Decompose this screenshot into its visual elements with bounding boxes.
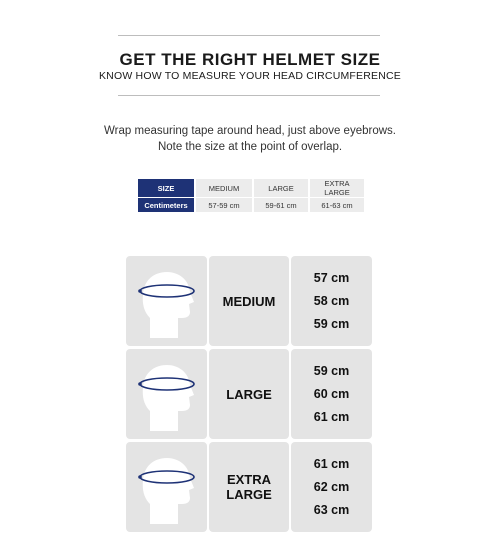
- top-divider: [118, 35, 380, 36]
- size-value: 62 cm: [313, 479, 350, 494]
- table-row: [138, 198, 364, 212]
- table-header-centimeters: Centimeters: [138, 198, 194, 212]
- size-value: 57 cm: [313, 270, 350, 285]
- size-label-line-2: LARGE: [226, 487, 272, 502]
- page-subtitle: KNOW HOW TO MEASURE YOUR HEAD CIRCUMFERENCE: [98, 70, 402, 82]
- page-title: GET THE RIGHT HELMET SIZE: [119, 50, 381, 69]
- table-cell: 59-61 cm: [254, 198, 308, 212]
- table-row: [138, 179, 364, 197]
- size-label: [209, 349, 289, 439]
- head-image-cell: [126, 349, 207, 439]
- table-cell: LARGE: [254, 179, 308, 197]
- size-value: 59 cm: [313, 363, 350, 378]
- size-value: 60 cm: [313, 386, 350, 401]
- table-cell: MEDIUM: [196, 179, 252, 197]
- table-cell: EXTRA LARGE: [310, 179, 364, 197]
- size-value: 58 cm: [313, 293, 350, 308]
- size-values: [291, 256, 372, 346]
- size-value: 59 cm: [313, 316, 350, 331]
- size-value: 61 cm: [313, 456, 350, 471]
- size-value: 61 cm: [313, 409, 350, 424]
- head-image-cell: [126, 442, 207, 532]
- head-profile-icon: [134, 450, 200, 526]
- head-profile-icon: [134, 264, 200, 340]
- table-cell: 57-59 cm: [196, 198, 252, 212]
- size-values: [291, 349, 372, 439]
- size-card-medium: [126, 256, 372, 346]
- size-label-line-1: MEDIUM: [222, 293, 276, 309]
- size-label: [209, 442, 289, 532]
- instruction-line-2: Note the size at the point of overlap.: [157, 141, 343, 153]
- measure-instructions: [0, 123, 500, 155]
- size-values: [291, 442, 372, 532]
- instruction-line-1: Wrap measuring tape around head, just above eyebrows.: [104, 125, 396, 137]
- size-label-line-1: LARGE: [226, 386, 272, 402]
- size-chart-table: [136, 178, 366, 213]
- size-card-large: [126, 349, 372, 439]
- size-card-extra-large: [126, 442, 372, 532]
- size-label-line-1: EXTRA: [226, 472, 272, 487]
- table-header-size: SIZE: [138, 179, 194, 197]
- head-profile-icon: [134, 357, 200, 433]
- size-label: [209, 256, 289, 346]
- size-value: 63 cm: [313, 502, 350, 517]
- table-cell: 61-63 cm: [310, 198, 364, 212]
- bottom-divider: [118, 95, 380, 96]
- head-image-cell: [126, 256, 207, 346]
